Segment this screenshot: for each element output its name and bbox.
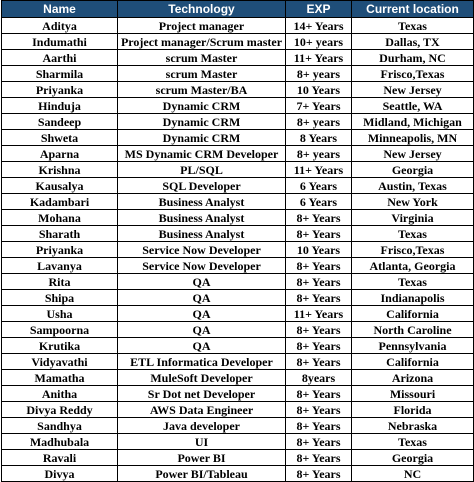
name-cell: Lavanya (2, 258, 118, 274)
exp-cell: 8+ years (286, 146, 352, 162)
exp-cell: 8+ Years (286, 338, 352, 354)
table-row (2, 18, 474, 34)
exp-cell: 8+ Years (286, 322, 352, 338)
exp-cell: 8+ Years (286, 450, 352, 466)
technology-cell: Dynamic CRM (118, 98, 286, 114)
table-row (2, 322, 474, 338)
table-row (2, 450, 474, 466)
technology-cell: Java developer (118, 418, 286, 434)
table-header-row (2, 1, 474, 18)
location-cell: New Jersey (352, 82, 474, 98)
location-cell: Frisco,Texas (352, 66, 474, 82)
table-row (2, 242, 474, 258)
name-cell: Madhubala (2, 434, 118, 450)
exp-cell: 8+ Years (286, 274, 352, 290)
table-row (2, 210, 474, 226)
name-cell: Sandhya (2, 418, 118, 434)
exp-cell: 7+ Years (286, 98, 352, 114)
technology-cell: Project manager/Scrum master (118, 34, 286, 50)
exp-cell: 8+ Years (286, 210, 352, 226)
table-row (2, 82, 474, 98)
column-header-current-location: Current location (352, 1, 474, 18)
table-row (2, 178, 474, 194)
table-row (2, 194, 474, 210)
exp-cell: 8+ Years (286, 258, 352, 274)
table-row (2, 274, 474, 290)
technology-cell: Dynamic CRM (118, 114, 286, 130)
location-cell: Atlanta, Georgia (352, 258, 474, 274)
location-cell: Nebraska (352, 418, 474, 434)
table-row (2, 130, 474, 146)
exp-cell: 14+ Years (286, 18, 352, 34)
table-row (2, 114, 474, 130)
name-cell: Krishna (2, 162, 118, 178)
name-cell: Krutika (2, 338, 118, 354)
technology-cell: scrum Master/BA (118, 82, 286, 98)
table-row (2, 50, 474, 66)
technology-cell: QA (118, 322, 286, 338)
exp-cell: 8 Years (286, 130, 352, 146)
location-cell: California (352, 354, 474, 370)
location-cell: Georgia (352, 162, 474, 178)
exp-cell: 8+ Years (286, 466, 352, 482)
location-cell: NC (352, 466, 474, 482)
technology-cell: Project manager (118, 18, 286, 34)
exp-cell: 8+ Years (286, 418, 352, 434)
technology-cell: Dynamic CRM (118, 130, 286, 146)
name-cell: Priyanka (2, 242, 118, 258)
location-cell: Indianapolis (352, 290, 474, 306)
exp-cell: 8years (286, 370, 352, 386)
location-cell: Minneapolis, MN (352, 130, 474, 146)
technology-cell: QA (118, 274, 286, 290)
name-cell: Shipa (2, 290, 118, 306)
table-row (2, 306, 474, 322)
table-row (2, 34, 474, 50)
name-cell: Divya (2, 466, 118, 482)
exp-cell: 8+ years (286, 66, 352, 82)
location-cell: New York (352, 194, 474, 210)
technology-cell: SQL Developer (118, 178, 286, 194)
column-header-exp: EXP (286, 1, 352, 18)
technology-cell: PL/SQL (118, 162, 286, 178)
location-cell: Midland, Michigan (352, 114, 474, 130)
name-cell: Hinduja (2, 98, 118, 114)
location-cell: Texas (352, 226, 474, 242)
name-cell: Vidyavathi (2, 354, 118, 370)
location-cell: Texas (352, 274, 474, 290)
exp-cell: 10+ years (286, 34, 352, 50)
table-body (2, 18, 474, 482)
name-cell: Usha (2, 306, 118, 322)
exp-cell: 6 Years (286, 194, 352, 210)
table-row (2, 386, 474, 402)
name-cell: Divya Reddy (2, 402, 118, 418)
location-cell: Dallas, TX (352, 34, 474, 50)
name-cell: Rita (2, 274, 118, 290)
table-row (2, 290, 474, 306)
technology-cell: Power BI/Tableau (118, 466, 286, 482)
table-row (2, 354, 474, 370)
exp-cell: 8+ Years (286, 354, 352, 370)
technology-cell: QA (118, 306, 286, 322)
name-cell: Mohana (2, 210, 118, 226)
table-row (2, 418, 474, 434)
location-cell: California (352, 306, 474, 322)
column-header-name: Name (2, 1, 118, 18)
technology-cell: scrum Master (118, 50, 286, 66)
location-cell: Florida (352, 402, 474, 418)
name-cell: Sampoorna (2, 322, 118, 338)
exp-cell: 8+ Years (286, 434, 352, 450)
exp-cell: 10 Years (286, 242, 352, 258)
technology-cell: Power BI (118, 450, 286, 466)
technology-cell: ETL Informatica Developer (118, 354, 286, 370)
location-cell: Texas (352, 434, 474, 450)
name-cell: Kadambari (2, 194, 118, 210)
exp-cell: 8+ Years (286, 290, 352, 306)
exp-cell: 10 Years (286, 82, 352, 98)
exp-cell: 11+ Years (286, 306, 352, 322)
table-row (2, 146, 474, 162)
location-cell: Frisco,Texas (352, 242, 474, 258)
exp-cell: 8+ years (286, 114, 352, 130)
name-cell: Aparna (2, 146, 118, 162)
location-cell: Arizona (352, 370, 474, 386)
exp-cell: 11+ Years (286, 162, 352, 178)
column-header-technology: Technology (118, 1, 286, 18)
name-cell: Sandeep (2, 114, 118, 130)
name-cell: Ravali (2, 450, 118, 466)
name-cell: Aarthi (2, 50, 118, 66)
name-cell: Indumathi (2, 34, 118, 50)
location-cell: Virginia (352, 210, 474, 226)
exp-cell: 11+ Years (286, 50, 352, 66)
location-cell: Georgia (352, 450, 474, 466)
candidate-table (1, 0, 474, 482)
technology-cell: Service Now Developer (118, 242, 286, 258)
technology-cell: scrum Master (118, 66, 286, 82)
name-cell: Mamatha (2, 370, 118, 386)
location-cell: Durham, NC (352, 50, 474, 66)
name-cell: Anitha (2, 386, 118, 402)
location-cell: Seattle, WA (352, 98, 474, 114)
technology-cell: AWS Data Engineer (118, 402, 286, 418)
location-cell: Missouri (352, 386, 474, 402)
technology-cell: Service Now Developer (118, 258, 286, 274)
technology-cell: MS Dynamic CRM Developer (118, 146, 286, 162)
table-row (2, 66, 474, 82)
name-cell: Priyanka (2, 82, 118, 98)
exp-cell: 8+ Years (286, 226, 352, 242)
technology-cell: Business Analyst (118, 226, 286, 242)
technology-cell: UI (118, 434, 286, 450)
table-row (2, 370, 474, 386)
name-cell: Kausalya (2, 178, 118, 194)
name-cell: Sharath (2, 226, 118, 242)
technology-cell: QA (118, 338, 286, 354)
table-row (2, 402, 474, 418)
table-row (2, 338, 474, 354)
technology-cell: Business Analyst (118, 194, 286, 210)
table-row (2, 258, 474, 274)
location-cell: Austin, Texas (352, 178, 474, 194)
table-row (2, 226, 474, 242)
table-row (2, 466, 474, 482)
location-cell: North Caroline (352, 322, 474, 338)
table-row (2, 162, 474, 178)
location-cell: New Jersey (352, 146, 474, 162)
location-cell: Texas (352, 18, 474, 34)
exp-cell: 8+ Years (286, 402, 352, 418)
technology-cell: Sr Dot net Developer (118, 386, 286, 402)
technology-cell: MuleSoft Developer (118, 370, 286, 386)
table-row (2, 98, 474, 114)
technology-cell: Business Analyst (118, 210, 286, 226)
table-row (2, 434, 474, 450)
technology-cell: QA (118, 290, 286, 306)
name-cell: Sharmila (2, 66, 118, 82)
exp-cell: 8+ Years (286, 386, 352, 402)
exp-cell: 6 Years (286, 178, 352, 194)
name-cell: Shweta (2, 130, 118, 146)
location-cell: Pennsylvania (352, 338, 474, 354)
name-cell: Aditya (2, 18, 118, 34)
